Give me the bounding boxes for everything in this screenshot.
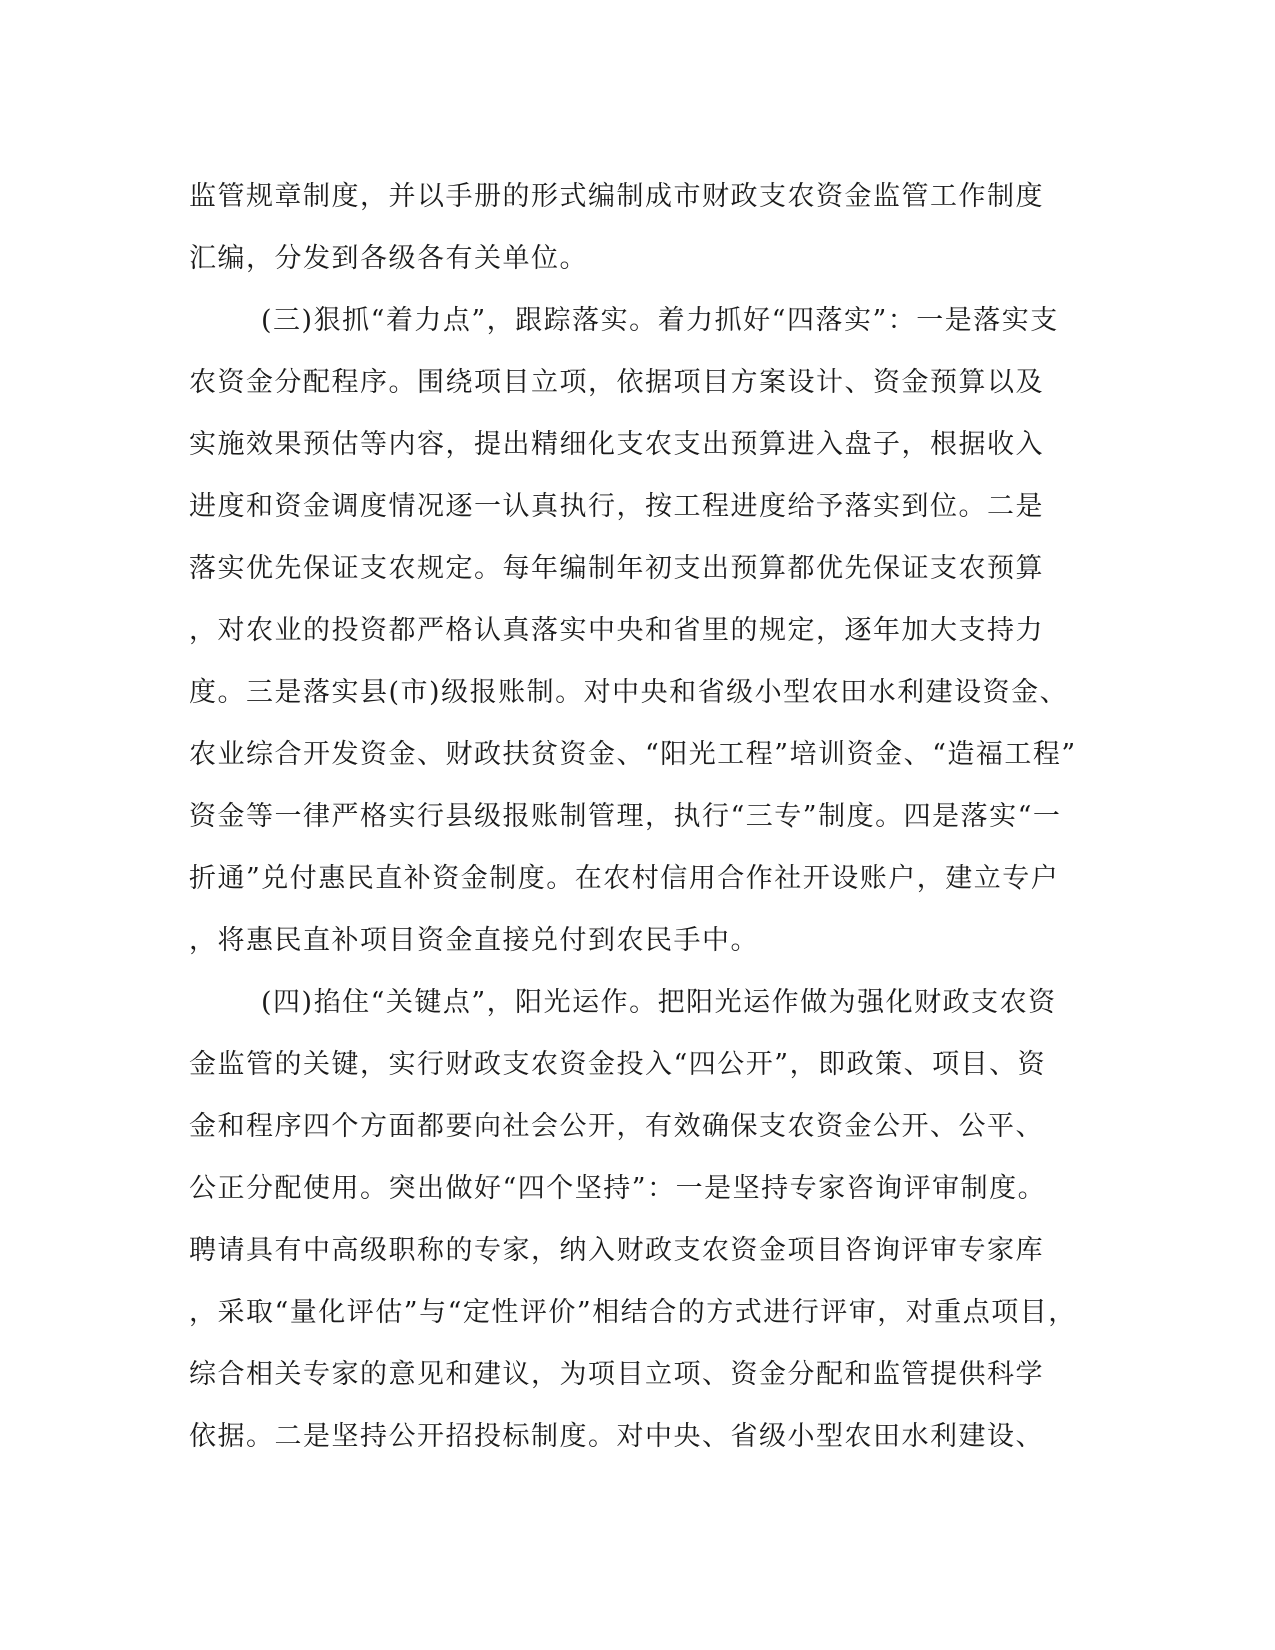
text-line: 金监管的关键，实行财政支农资金投入“四公开”，即政策、项目、资 — [189, 1049, 1047, 1080]
paragraph-start-line: (三)狠抓“着力点”，跟踪落实。着力抓好“四落实”：一是落实支 — [261, 305, 1059, 336]
text-line: 实施效果预估等内容，提出精细化支农支出预算进入盘子，根据收入 — [189, 429, 1044, 460]
text-line: 落实优先保证支农规定。每年编制年初支出预算都优先保证支农预算 — [189, 553, 1044, 584]
text-line: 公正分配使用。突出做好“四个坚持”：一是坚持专家咨询评审制度。 — [189, 1173, 1047, 1204]
text-line: 汇编，分发到各级各有关单位。 — [189, 243, 588, 274]
text-line: 监管规章制度，并以手册的形式编制成市财政支农资金监管工作制度 — [189, 181, 1044, 212]
text-line: 依据。二是坚持公开招投标制度。对中央、省级小型农田水利建设、 — [189, 1421, 1044, 1452]
text-line: ，采取“量化评估”与“定性评价”相结合的方式进行评审，对重点项目， — [189, 1297, 1077, 1328]
paragraph-start-line: (四)掐住“关键点”，阳光运作。把阳光运作做为强化财政支农资 — [261, 987, 1057, 1018]
text-line: 度。三是落实县(市)级报账制。对中央和省级小型农田水利建设资金、 — [189, 677, 1069, 708]
body-text — [189, 166, 1079, 1468]
text-line: 聘请具有中高级职称的专家，纳入财政支农资金项目咨询评审专家库 — [189, 1235, 1044, 1266]
text-line: 农业综合开发资金、财政扶贫资金、“阳光工程”培训资金、“造福工程” — [189, 739, 1077, 770]
text-line: ，对农业的投资都严格认真落实中央和省里的规定，逐年加大支持力 — [189, 615, 1044, 646]
text-line: 折通”兑付惠民直补资金制度。在农村信用合作社开设账户，建立专户 — [189, 863, 1060, 894]
text-line: 金和程序四个方面都要向社会公开，有效确保支农资金公开、公平、 — [189, 1111, 1044, 1142]
text-line: ，将惠民直补项目资金直接兑付到农民手中。 — [189, 925, 759, 956]
text-line: 综合相关专家的意见和建议，为项目立项、资金分配和监管提供科学 — [189, 1359, 1044, 1390]
text-line: 资金等一律严格实行县级报账制管理，执行“三专”制度。四是落实“一 — [189, 801, 1062, 832]
text-line: 农资金分配程序。围绕项目立项，依据项目方案设计、资金预算以及 — [189, 367, 1044, 398]
text-line: 进度和资金调度情况逐一认真执行，按工程进度给予落实到位。二是 — [189, 491, 1044, 522]
